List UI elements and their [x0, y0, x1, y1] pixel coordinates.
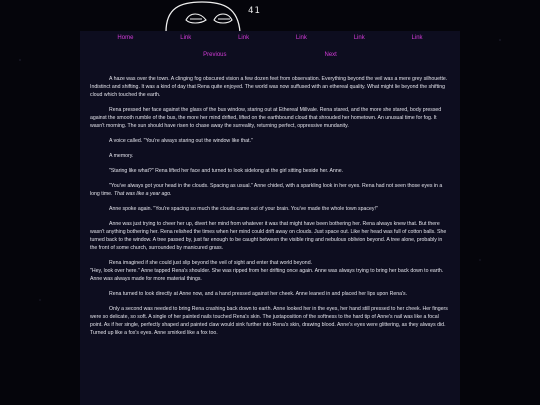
pager [80, 41, 460, 58]
top-nav [80, 31, 460, 41]
nav-link-2[interactable]: Link [238, 35, 250, 41]
story-page [80, 31, 460, 405]
nav-link-5[interactable]: Link [411, 35, 423, 41]
paragraph-italic: That was like a year ago. [113, 191, 172, 197]
nav-link-3[interactable]: Link [295, 35, 307, 41]
previous-link[interactable]: Previous [203, 52, 227, 58]
paragraph: Rena turned to look directly at Anne now, and a hand pressed against her cheek. Anne leaned in and placed her lips upon Rena's. [109, 291, 408, 297]
paragraph-text: "You've always got your head in the clouds. Spacing as usual." Anne chided, with a sparkling look in her eyes. Rena had not seen those eyes in a long time. [90, 183, 443, 197]
nav-home-link[interactable]: Home [117, 35, 134, 41]
paragraph: Anne spoke again. "You're spacing so much the clouds came out of your brain. You've made the whole town spacey!" [109, 206, 378, 212]
paragraph: Only a second was needed to bring Rena crashing back down to earth. Anne looked her in the eyes, her hand still pressed to her cheek. Her fingers were so delicate, so soft. A single of her painted nails touched Rena's skin. The juxtaposition of the softness to the hard tip of Anne's nail was like a focal point. As if her single, perfectly shaped and painted claw would sink further into Rena's skin, drawing blood. Anne's eyes were glittering, as they always did. Turned up like a fox's eyes. Anne smirked like a fox too. [90, 306, 448, 336]
nav-link-4[interactable]: Link [353, 35, 365, 41]
paragraph: A memory. [109, 153, 134, 159]
paragraph [90, 259, 450, 267]
paragraph: A haze was over the town. A clinging fog obscured vision a few dozen feet from observation. Everything beyond the veil was a mere grey silhouette. Indistinct and shifting. It was a kind of day that Rena quite enjoyed. The world was now suffused with an ethereal quality. What might lie beyond the shifting cloud which touched the earth. [90, 76, 448, 98]
next-link[interactable]: Next [324, 52, 337, 58]
nav-link-1[interactable]: Link [180, 35, 192, 41]
paragraph: Anne was just trying to cheer her up, divert her mind from whatever it was that might have been bothering her. Rena always knew that. But there wasn't anything bothering her. Rena relished the times when her mind could drift away on clouds. Just space out. Like her head was full of cotton balls. She turned back to the window. A tree passed by, just far enough to be caught between the visible ring and nebulous oblivion beyond. A tree alone, probably in the front of some church, surrounded by manicured grass. [90, 221, 447, 251]
paragraph: Rena pressed her face against the glass of the bus window, staring out at Ethereal Millvale. Rena stared, and the more she stared, body pressed against the smooth rumble of the bus, the more her mind drifted, lifted on the earthbound cloud that shrouded her hometown. An unusual time for fog. It wasn't morning. The sun should have risen to chase away the surreality, returning perfect, oppressive mundanity. [90, 107, 442, 129]
signature: 41 [248, 6, 261, 16]
header-doodle [160, 0, 280, 32]
paragraph: "Staring like what?" Rena lifted her face and turned to look sidelong at the girl sitting beside her. Anne. [109, 168, 344, 174]
paragraph-text: Rena imagined if she could just slip beyond the veil of sight and enter that world beyond. [109, 260, 313, 266]
paragraph: "Hey, look over here." Anne tapped Rena's shoulder. She was ripped from her drifting once again. Anne was always trying to bring her back down to earth. Anne was always made for more material things. [90, 268, 444, 282]
paragraph [90, 182, 450, 198]
story-text [80, 58, 460, 337]
paragraph: A voice called. "You're always staring out the window like that." [109, 138, 253, 144]
